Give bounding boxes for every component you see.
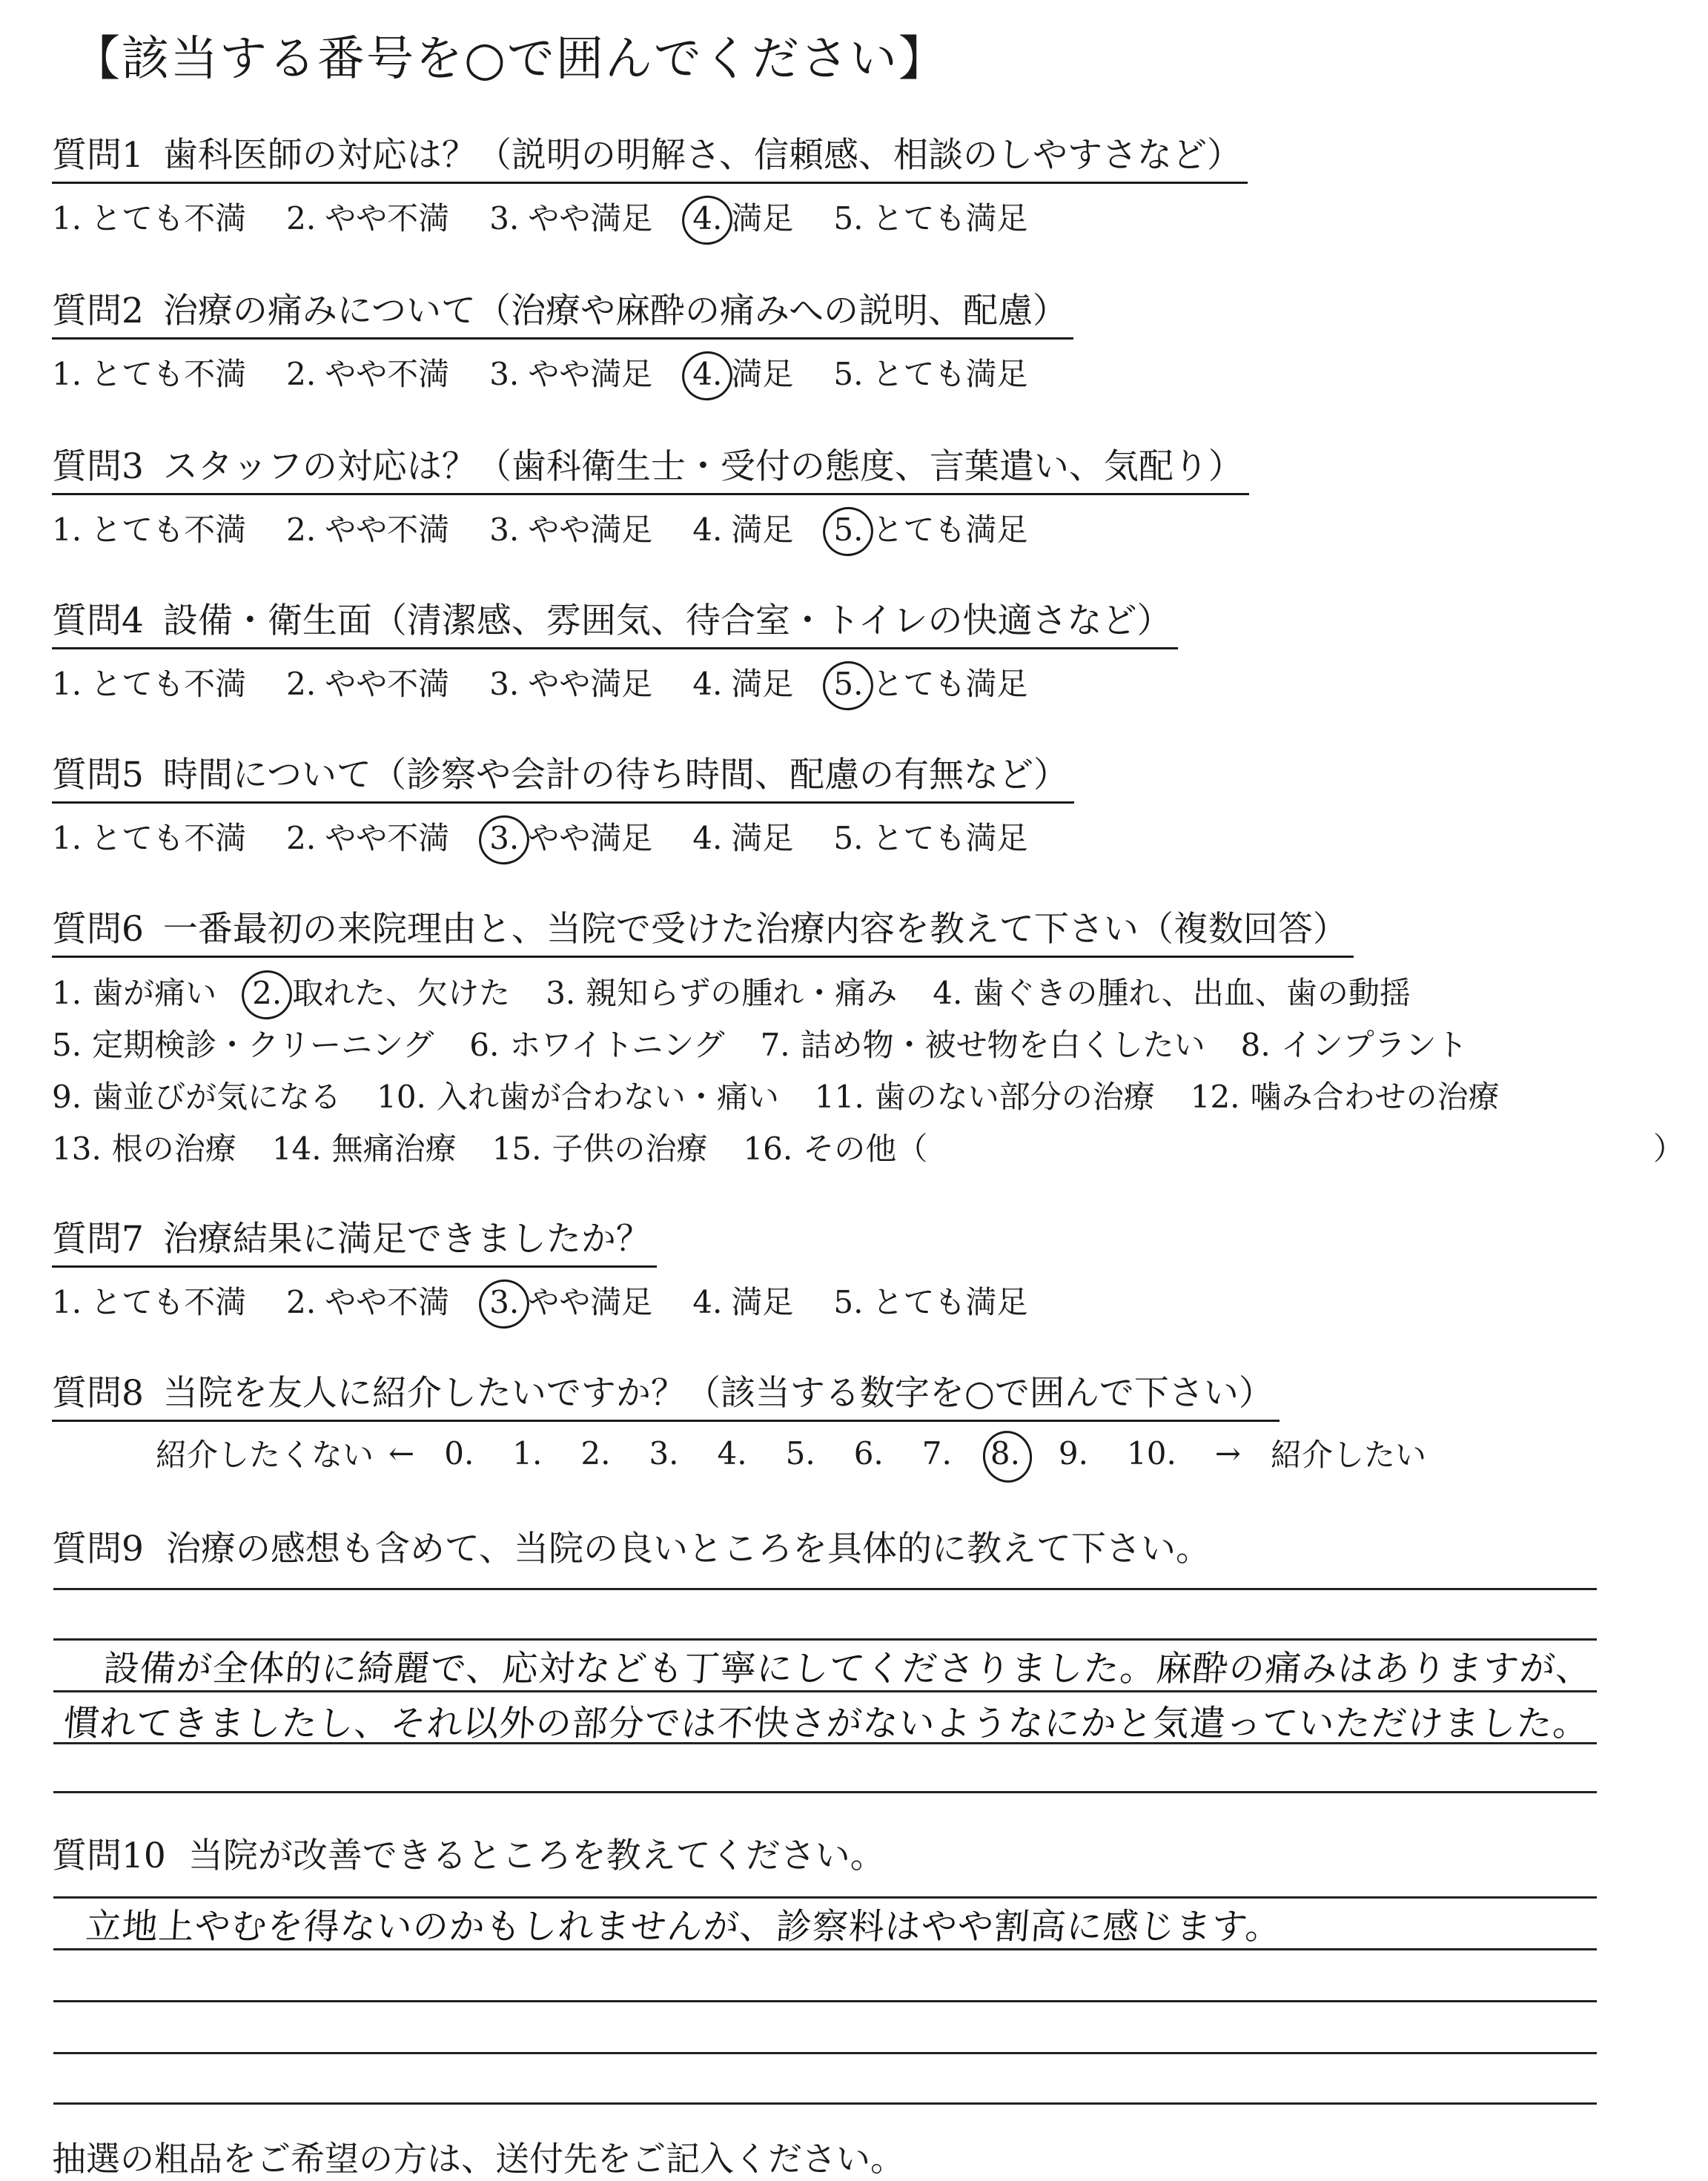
option-4[interactable]: 4. 満足 bbox=[692, 1284, 794, 1320]
scale-7[interactable]: 7. bbox=[921, 1434, 952, 1472]
question-10-title: 質問10 当院が改善できるところを教えてください。 bbox=[52, 1836, 885, 1876]
option-3[interactable]: 3. やや満足 bbox=[489, 200, 653, 236]
question-10 bbox=[52, 1828, 885, 1878]
option-2[interactable]: 2. やや不満 bbox=[286, 356, 450, 392]
scale-4[interactable]: 4. bbox=[717, 1434, 747, 1472]
question-3-options bbox=[52, 506, 1249, 550]
left-arrow-icon: ← bbox=[388, 1434, 415, 1472]
reason-7[interactable]: 7. 詰め物・被せ物を白くしたい bbox=[760, 1027, 1205, 1063]
option-4[interactable]: 4. 満足 bbox=[692, 666, 794, 702]
question-7 bbox=[52, 1211, 1068, 1323]
reason-10[interactable]: 10. 入れ歯が合わない・痛い bbox=[377, 1079, 779, 1115]
reason-14[interactable]: 14. 無痛治療 bbox=[271, 1131, 457, 1167]
question-8 bbox=[52, 1366, 1441, 1475]
question-7-options bbox=[52, 1278, 1068, 1323]
option-3[interactable]: 3. やや満足 bbox=[489, 356, 653, 392]
option-5[interactable]: 5. とても満足 bbox=[833, 820, 1028, 856]
footer-instruction: 抽選の粗品をご希望の方は、送付先をご記入ください。 bbox=[52, 2139, 904, 2179]
reason-11[interactable]: 11. 歯のない部分の治療 bbox=[814, 1079, 1155, 1115]
question-9 bbox=[52, 1521, 1211, 1571]
question-6-title: 質問6 一番最初の来院理由と、当院で受けた治療内容を教えて下さい（複数回答） bbox=[52, 901, 1354, 958]
question-5-options bbox=[52, 814, 1074, 858]
option-3-selected[interactable]: 3. やや満足 bbox=[489, 820, 653, 856]
option-5[interactable]: 5. とても満足 bbox=[833, 1284, 1028, 1320]
options-row-3 bbox=[52, 1069, 1535, 1121]
option-1[interactable]: 1. とても不満 bbox=[52, 820, 247, 856]
other-close-paren: ） bbox=[1653, 1131, 1685, 1167]
option-1[interactable]: 1. とても不満 bbox=[52, 356, 247, 392]
question-5 bbox=[52, 747, 1074, 858]
option-4-selected[interactable]: 4. 満足 bbox=[692, 200, 794, 236]
reason-4[interactable]: 4. 歯ぐきの腫れ、出血、歯の動揺 bbox=[933, 975, 1411, 1011]
question-3-title: 質問3 スタッフの対応は？（歯科衛生士・受付の態度、言葉遣い、気配り） bbox=[52, 439, 1249, 495]
option-3[interactable]: 3. やや満足 bbox=[489, 512, 653, 548]
reason-9[interactable]: 9. 歯並びが気になる bbox=[52, 1079, 342, 1115]
question-2 bbox=[52, 283, 1073, 394]
question-4-options bbox=[52, 660, 1178, 704]
scale-left-label: 紹介したくない bbox=[156, 1437, 374, 1473]
reason-2-selected[interactable]: 2. 取れた、欠けた bbox=[252, 975, 511, 1011]
option-5[interactable]: 5. とても満足 bbox=[833, 200, 1028, 236]
scale-2[interactable]: 2. bbox=[580, 1434, 611, 1472]
scale-9[interactable]: 9. bbox=[1058, 1434, 1088, 1472]
reason-6[interactable]: 6. ホワイトニング bbox=[469, 1027, 725, 1063]
question-4 bbox=[52, 593, 1178, 704]
answer-line bbox=[53, 2000, 1597, 2002]
option-5[interactable]: 5. とても満足 bbox=[833, 356, 1028, 392]
answer-line bbox=[53, 2102, 1597, 2105]
scale-1[interactable]: 1. bbox=[512, 1434, 543, 1472]
option-4[interactable]: 4. 満足 bbox=[692, 820, 794, 856]
question-1-options bbox=[52, 194, 1248, 239]
option-2[interactable]: 2. やや不満 bbox=[286, 1284, 450, 1320]
answer-line bbox=[53, 1948, 1597, 1950]
scale-3[interactable]: 3. bbox=[649, 1434, 679, 1472]
answer-line bbox=[53, 1791, 1597, 1793]
reason-1[interactable]: 1. 歯が痛い bbox=[52, 975, 217, 1011]
option-2[interactable]: 2. やや不満 bbox=[286, 820, 450, 856]
options-row-1 bbox=[52, 965, 1535, 1017]
reason-16-other[interactable]: 16. その他（ bbox=[743, 1131, 928, 1167]
option-2[interactable]: 2. やや不満 bbox=[286, 200, 450, 236]
option-3[interactable]: 3. やや満足 bbox=[489, 666, 653, 702]
question-6-options bbox=[52, 965, 1685, 1173]
right-arrow-icon: → bbox=[1214, 1434, 1241, 1472]
question-6 bbox=[52, 901, 1685, 1173]
question-4-title: 質問4 設備・衛生面（清潔感、雰囲気、待合室・トイレの快適さなど） bbox=[52, 593, 1178, 649]
question-9-title: 質問9 治療の感想も含めて、当院の良いところを具体的に教えて下さい。 bbox=[52, 1529, 1211, 1569]
recommend-scale bbox=[156, 1431, 1441, 1475]
option-1[interactable]: 1. とても不満 bbox=[52, 200, 247, 236]
options-row-2 bbox=[52, 1017, 1535, 1069]
question-1-title: 質問1 歯科医師の対応は？（説明の明解さ、信頼感、相談のしやすさなど） bbox=[52, 128, 1248, 184]
option-4-selected[interactable]: 4. 満足 bbox=[692, 356, 794, 392]
option-3-selected[interactable]: 3. やや満足 bbox=[489, 1284, 653, 1320]
answer-line bbox=[53, 1742, 1597, 1744]
options-row-4 bbox=[52, 1121, 1685, 1173]
question-2-options bbox=[52, 350, 1073, 394]
answer-line bbox=[53, 2052, 1597, 2054]
handwritten-answer-line: 慣れてきましたし、それ以外の部分では不快さがないようなにかと気遣っていただけました。 bbox=[62, 1703, 1591, 1744]
reason-13[interactable]: 13. 根の治療 bbox=[52, 1131, 236, 1167]
reason-3[interactable]: 3. 親知らずの腫れ・痛み bbox=[546, 975, 898, 1011]
scale-6[interactable]: 6. bbox=[853, 1434, 884, 1472]
reason-15[interactable]: 15. 子供の治療 bbox=[491, 1131, 708, 1167]
scale-8-selected[interactable]: 8. bbox=[990, 1434, 1020, 1472]
option-1[interactable]: 1. とても不満 bbox=[52, 666, 247, 702]
answer-line bbox=[53, 1588, 1597, 1590]
option-5-selected[interactable]: 5. とても満足 bbox=[833, 666, 1028, 702]
question-1 bbox=[52, 128, 1248, 239]
answer-line bbox=[53, 1690, 1597, 1692]
question-8-title: 質問8 当院を友人に紹介したいですか？（該当する数字を○で囲んで下さい） bbox=[52, 1366, 1280, 1422]
option-2[interactable]: 2. やや不満 bbox=[286, 512, 450, 548]
question-7-title: 質問7 治療結果に満足できましたか？ bbox=[52, 1211, 657, 1268]
question-2-title: 質問2 治療の痛みについて（治療や麻酔の痛みへの説明、配慮） bbox=[52, 283, 1073, 340]
option-1[interactable]: 1. とても不満 bbox=[52, 512, 247, 548]
option-4[interactable]: 4. 満足 bbox=[692, 512, 794, 548]
form-heading: 【該当する番号を○で囲んでください】 bbox=[73, 32, 947, 87]
question-5-title: 質問5 時間について（診察や会計の待ち時間、配慮の有無など） bbox=[52, 747, 1074, 804]
reason-8[interactable]: 8. インプラント bbox=[1240, 1027, 1468, 1063]
reason-5[interactable]: 5. 定期検診・クリーニング bbox=[52, 1027, 434, 1063]
option-5-selected[interactable]: 5. とても満足 bbox=[833, 512, 1028, 548]
scale-0[interactable]: 0. bbox=[444, 1434, 474, 1472]
reason-12[interactable]: 12. 噛み合わせの治療 bbox=[1190, 1079, 1500, 1115]
option-2[interactable]: 2. やや不満 bbox=[286, 666, 450, 702]
question-3 bbox=[52, 439, 1249, 550]
option-1[interactable]: 1. とても不満 bbox=[52, 1284, 247, 1320]
scale-right-label: 紹介したい bbox=[1271, 1437, 1427, 1473]
handwritten-answer-line: 設備が全体的に綺麗で、応対なども丁寧にしてくださりました。麻酔の痛みはありますが、 bbox=[102, 1648, 1594, 1689]
scale-10[interactable]: 10. bbox=[1127, 1434, 1176, 1472]
handwritten-answer-line: 立地上やむを得ないのかもしれませんが、診察料はやや割高に感じます。 bbox=[84, 1906, 1283, 1947]
scale-5[interactable]: 5. bbox=[785, 1434, 815, 1472]
